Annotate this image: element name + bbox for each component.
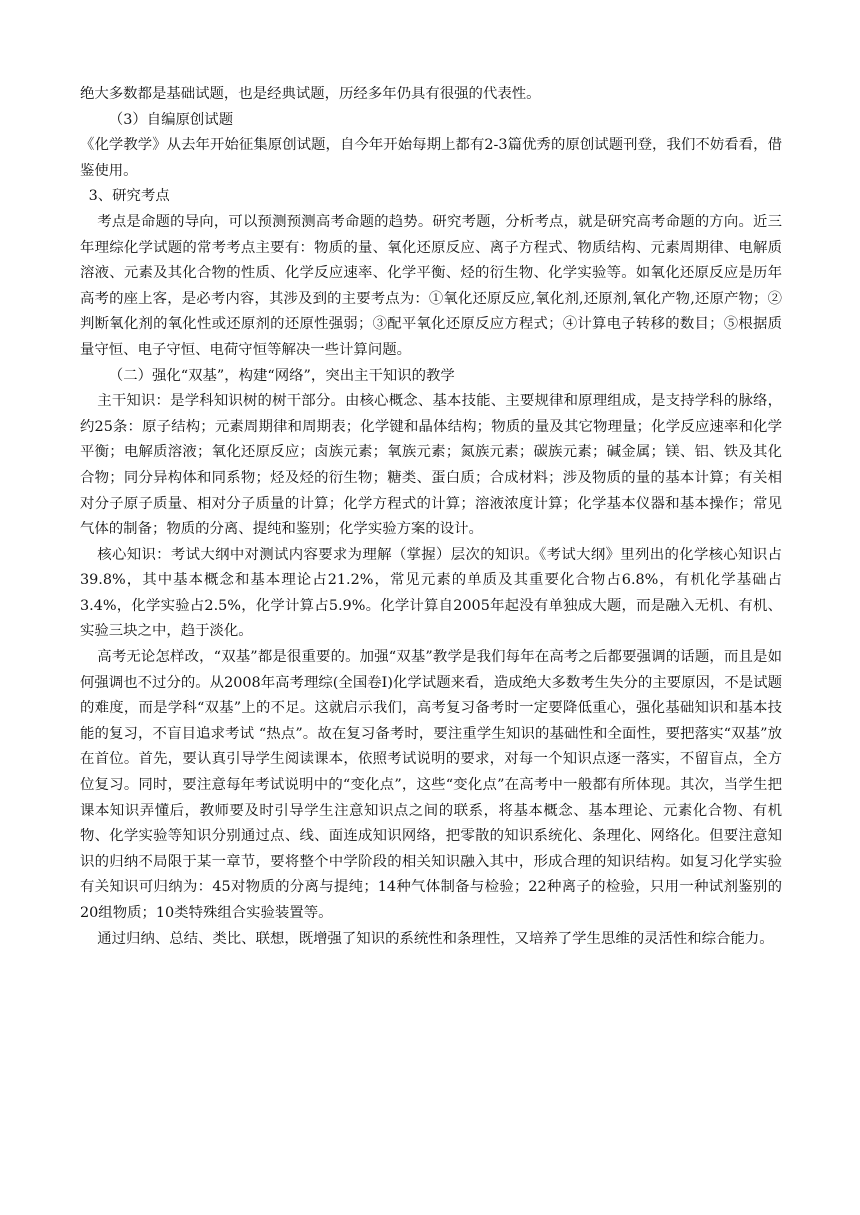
section-heading-double-basics: （二）强化“双基”，构建“网络”，突出主干知识的教学 — [108, 367, 455, 384]
document-page — [80, 82, 782, 952]
paragraph-1: 绝大多数都是基础试题，也是经典试题，历经多年仍具有很强的代表性。 — [80, 86, 541, 102]
section-heading-research-points: 3、研究考点 — [88, 188, 170, 205]
paragraph-core-knowledge: 核心知识：考试大纲中对测试内容要求为理解（掌握）层次的知识。《考试大纲》里列出的化学核心知识占39.8%，其中基本概念和基本理论占21.2%，常见元素的单质及其重要化合物占6.8%，有机化学基础占3.4%，化学实验占2.5%，化学计算占5.9%。化学计算自2005年起没有单独成大题，而是融入无机、有机、实验三块之中，趋于淡化。 — [80, 546, 782, 640]
paragraph-conclusion: 通过归纳、总结、类比、联想，既增强了知识的系统性和条理性，又培养了学生思维的灵活性和综合能力。 — [97, 930, 774, 947]
paragraph-double-basics-importance: 高考无论怎样改，“双基”都是很重要的。加强“双基”教学是我们每年在高考之后都要强调的话题，而且是如何强调也不过分的。从2008年高考理综(全国卷Ⅰ)化学试题来看，造成绝大多数考生失分的主要原因，不是试题的难度，而是学科“双基”上的不足。这就启示我们，高考复习备考时一定要降低重心，强化基础知识和基本技能的复习，不盲目追求考试 “热点”。故在复习备考时，要注重学生知识的基础性和全面性，要把落实“双基”放在首位。首先，要认真引导学生阅读课本，依照考试说明的要求，对每一个知识点逐一落实，不留盲点，全方位复习。同时，要注意每年考试说明中的“变化点”，这些“变化点”在高考中一般都有所体现。其次，当学生把课本知识弄懂后，教师要及时引导学生注意知识点之间的联系，将基本概念、基本理论、元素化合物、有机物、化学实验等知识分别通过点、线、面连成知识网络，把零散的知识系统化、条理化、网络化。但要注意知识的归纳不局限于某一章节，要将整个中学阶段的相关知识融入其中，形成合理的知识结构。如复习化学实验有关知识可归纳为：45对物质的分离与提纯；14种气体制备与检验；22种离子的检验，只用一种试剂鉴别的20组物质；10类特殊组合实验装置等。 — [80, 649, 782, 921]
paragraph-main-knowledge: 主干知识：是学科知识树的树干部分。由核心概念、基本技能、主要规律和原理组成，是支持学科的脉络，约25条：原子结构；元素周期律和周期表；化学键和晶体结构；物质的量及其它物理量；化学反应速率和化学平衡；电解质溶液；氧化还原反应；卤族元素；氧族元素；氮族元素；碳族元素；碱金属；镁、铝、铁及其化合物；同分异构体和同系物；烃及烃的衍生物；糖类、蛋白质；合成材料；涉及物质的量的基本计算；有关相对分子原子质量、相对分子质量的计算；化学方程式的计算；溶液浓度计算；化学基本仪器和基本操作；常见气体的制备；物质的分离、提纯和鉴别；化学实验方案的设计。 — [80, 393, 782, 538]
paragraph-exam-points: 考点是命题的导向，可以预测预测高考命题的趋势。研究考题，分析考点，就是研究高考命题的方向。近三年理综化学试题的常考考点主要有：物质的量、氧化还原反应、离子方程式、物质结构、元素周期律、电解质溶液、元素及其化合物的性质、化学反应速率、化学平衡、烃的衍生物、化学实验等。如氧化还原反应是历年高考的座上客，是必考内容，其涉及到的主要考点为：①氧化还原反应,氧化剂,还原剂,氧化产物,还原产物；②判断氧化剂的氧化性或还原剂的还原性强弱；③配平氧化还原反应方程式；④计算电子转移的数目；⑤根据质量守恒、电子守恒、电荷守恒等解决一些计算问题。 — [80, 213, 782, 358]
paragraph-2: （3）自编原创试题 — [108, 111, 234, 128]
paragraph-3: 《化学教学》从去年开始征集原创试题，自今年开始每期上都有2-3篇优秀的原创试题刊登，我们不妨看看，借鉴使用。 — [80, 137, 782, 179]
